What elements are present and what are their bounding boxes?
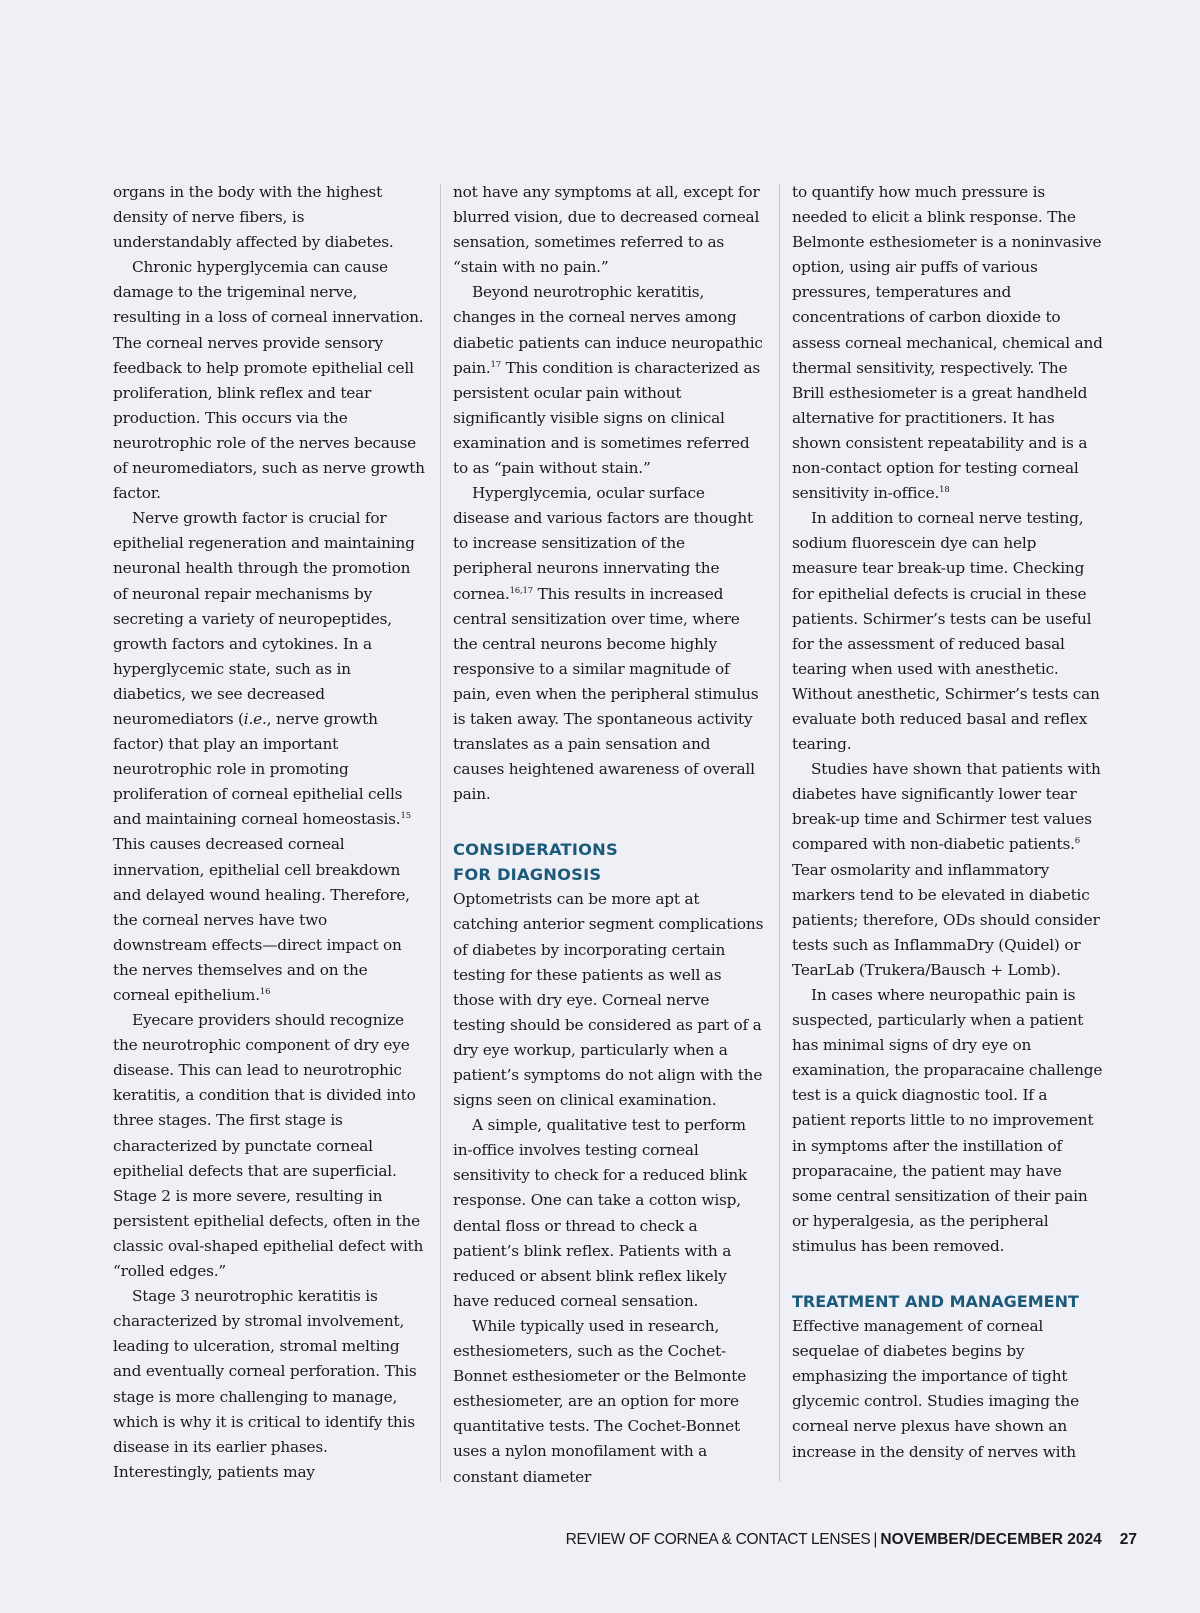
reference-superscript: 6: [1074, 836, 1080, 847]
column-divider: [779, 184, 780, 1482]
paragraph: Beyond neurotrophic keratitis, changes in the corneal nerves among diabetic patients can induce neuropathic pain.$^{17}$ This condition is characterized as persistent ocular pain without significantly visible signs on clinical examination and is sometimes referred to as “pain without stain.”: [453, 283, 763, 478]
column-divider: [440, 184, 441, 1482]
paragraph: Hyperglycemia, ocular surface disease and various factors are thought to increase sensitization of the peripheral neurons innervating the cornea.$^{16,17}$ This results in increased central sensitization over time, where the central neurons become highly responsive to a similar magnitude of pain, even when the peripheral stimulus is taken away. The spontaneous activity translates as a pain sensation and causes heightened awareness of overall pain.: [453, 484, 759, 804]
article-column-1: [113, 180, 425, 1485]
section-heading-treatment: TREATMENT AND MANAGEMENT: [792, 1292, 1079, 1312]
publication-name: REVIEW OF CORNEA & CONTACT LENSES: [565, 1531, 871, 1548]
paragraph: not have any symptoms at all, except for blurred vision, due to decreased corneal sensation, sometimes referred to as “stain with no pain.”: [453, 183, 760, 277]
page-footer: [566, 1531, 1137, 1549]
reference-superscript: 16: [259, 987, 271, 997]
paragraph: organs in the body with the highest density of nerve fibers, is understandably affected by diabetes.: [113, 183, 394, 252]
paragraph: Chronic hyperglycemia can cause damage to the trigeminal nerve, resulting in a loss of corneal innervation. The corneal nerves provide sensory feedback to help promote epithelial cell proliferation, blink reflex and tear production. This occurs via the neurotrophic role of the nerves because of neuromediators, such as nerve growth factor.: [113, 258, 425, 503]
article-column-3: [792, 180, 1104, 1465]
reference-superscript: 18: [939, 485, 950, 496]
paragraph: Eyecare providers should recognize the neurotrophic component of dry eye disease. This can lead to neurotrophic keratitis, a condition that is divided into three stages. The first stage is characterized by punctate corneal epithelial defects that are superficial. Stage 2 is more severe, resulting in persistent epithelial defects, often in the classic oval-shaped epithelial defect with “rolled edges.”: [113, 1011, 424, 1281]
paragraph: In addition to corneal nerve testing, sodium fluorescein dye can help measure tear break-up time. Checking for epithelial defects is crucial in these patients. Schirmer’s tests can be useful for the assessment of reduced basal tearing when used with anesthetic. Without anesthetic, Schirmer’s tests can evaluate both reduced basal and reflex tearing.: [792, 509, 1100, 754]
reference-superscript: 15: [400, 811, 411, 822]
paragraph: While typically used in research, esthesiometers, such as the Cochet-Bonnet esthesiometer or the Belmonte esthesiometer, are an option for more quantitative tests. The Cochet-Bonnet uses a nylon monofilament with a constant diameter: [453, 1316, 747, 1486]
paragraph: Studies have shown that patients with diabetes have significantly lower tear break-up time and Schirmer test values compared with non-diabetic patients.$^6$ Tear osmolarity and inflammatory markers tend to be elevated in diabetic patients; therefore, ODs should consider tests such as InflammaDry (Quidel) or TearLab (Trukera/Bausch + Lomb).: [792, 760, 1101, 979]
paragraph: In cases where neuropathic pain is suspected, particularly when a patient has minimal signs of dry eye on examination, the proparacaine challenge test is a quick diagnostic tool. If a patient reports little to no improvement in symptoms after the instillation of proparacaine, the patient may have some central sensitization of their pain or hyperalgesia, as the peripheral stimulus has been removed.: [792, 986, 1103, 1255]
paragraph: to quantify how much pressure is needed to elicit a blink response. The Belmonte esthesiometer is a noninvasive option, using air puffs of various pressures, temperatures and concentrations of carbon dioxide to assess corneal mechanical, chemical and thermal sensitivity, respectively. The Brill esthesiometer is a great handheld alternative for practitioners. It has shown consistent repeatability and is a non-contact option for testing corneal sensitivity in-office.$^{18}$: [792, 183, 1103, 503]
paragraph: Stage 3 neurotrophic keratitis is characterized by stromal involvement, leading to ulceration, stromal melting and eventually corneal perforation. This stage is more challenging to manage, which is why it is critical to identify this disease in its earlier phases. Interestingly, patients may: [113, 1287, 417, 1481]
paragraph: Optometrists can be more apt at catching anterior segment complications of diabetes by incorporating certain testing for these patients as well as those with dry eye. Corneal nerve testing should be considered as part of a dry eye workup, particularly when a patient’s symptoms do not align with the signs seen on clinical examination.: [453, 890, 764, 1110]
paragraph: Nerve growth factor is crucial for epithelial regeneration and maintaining neuronal health through the promotion of neuronal repair mechanisms by secreting a variety of neuropeptides, growth factors and cytokines. In a hyperglycemic state, such as in diabetics, we see decreased neuromediators (i.e., nerve growth factor) that play an important neurotrophic role in promoting proliferation of corneal epithelial cells and maintaining corneal homeostasis.$^{15}$ This causes decreased corneal innervation, epithelial cell breakdown and delayed wound healing. Therefore, the corneal nerves have two downstream effects—direct impact on the nerves themselves and on the corneal epithelium.$^{16}$: [113, 509, 415, 1004]
article-column-2: [453, 180, 765, 1490]
issue-date: NOVEMBER/DECEMBER 2024: [880, 1531, 1102, 1548]
paragraph: Effective management of corneal sequelae of diabetes begins by emphasizing the importance of tight glycemic control. Studies imaging the corneal nerve plexus have shown an increase in the density of nerves with: [792, 1317, 1079, 1461]
reference-superscript: 17: [490, 359, 501, 370]
section-heading-diagnosis: CONSIDERATIONS FOR DIAGNOSIS: [453, 840, 618, 885]
footer-separator: |: [873, 1531, 878, 1548]
italic-abbreviation: i.e.: [243, 709, 267, 728]
page-number: 27: [1119, 1531, 1137, 1548]
reference-superscript: 16,17: [509, 585, 533, 596]
paragraph: A simple, qualitative test to perform in-office involves testing corneal sensitivity to check for a reduced blink response. One can take a cotton wisp, dental floss or thread to check a patient’s blink reflex. Patients with a reduced or absent blink reflex likely have reduced corneal sensation.: [453, 1116, 748, 1310]
